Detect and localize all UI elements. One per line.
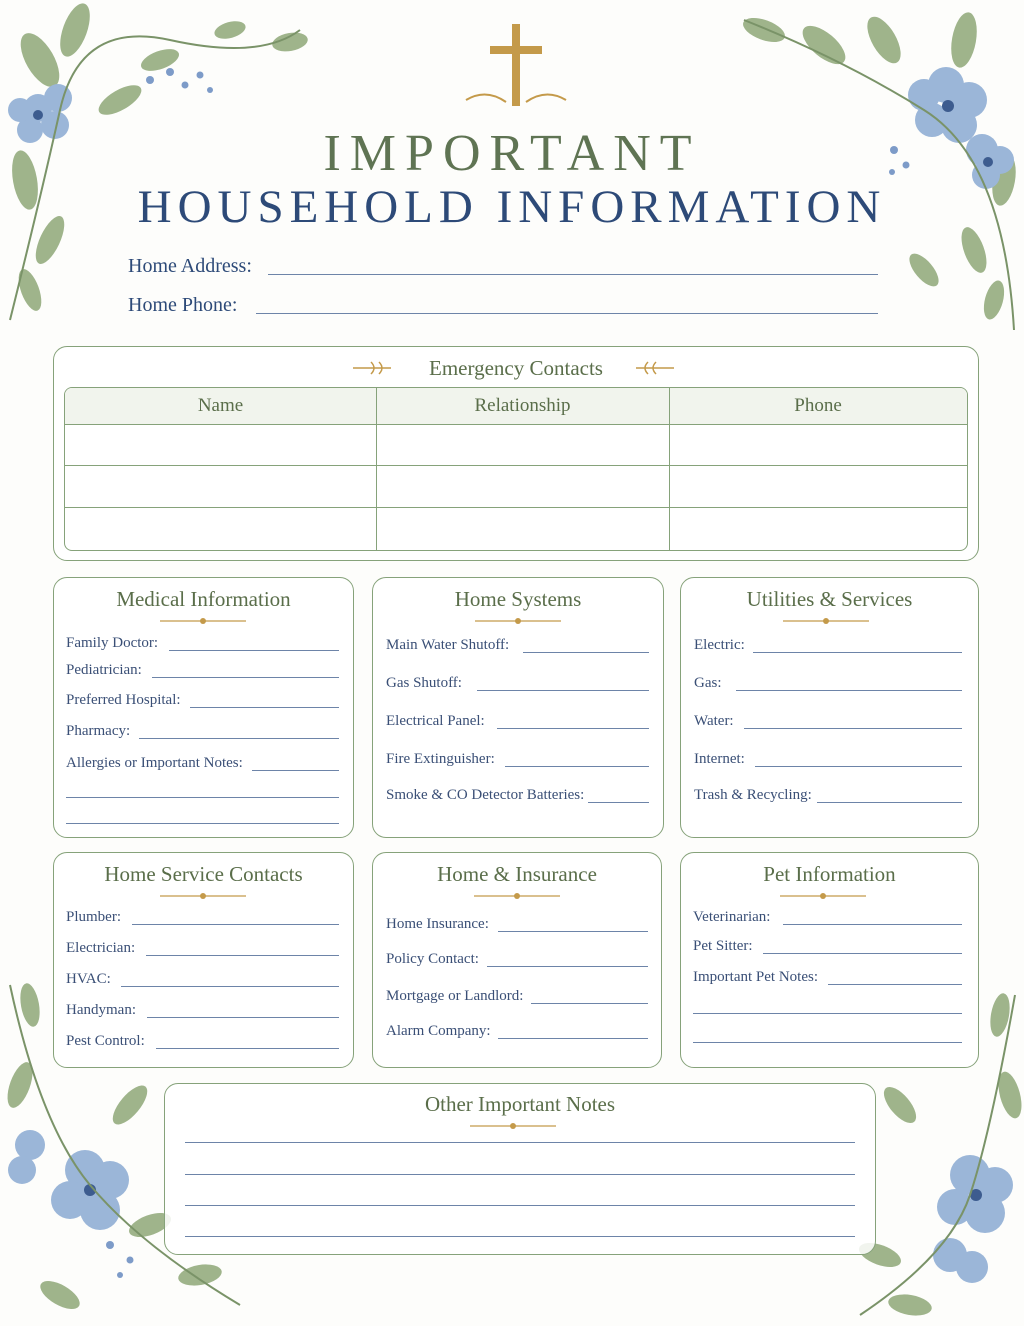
divider-ornament-icon (778, 891, 868, 901)
field-allergies-notes: Allergies or Important Notes: (66, 755, 243, 771)
field-veterinarian: Veterinarian: (693, 909, 771, 925)
hvac-line[interactable] (121, 986, 339, 987)
field-pharmacy: Pharmacy: (66, 723, 131, 739)
pest-control-line[interactable] (156, 1048, 339, 1049)
emergency-contacts-title: Emergency Contacts (429, 356, 603, 380)
column-header-relationship: Relationship (474, 395, 571, 416)
column-divider (376, 388, 377, 550)
electric-line[interactable] (753, 652, 962, 653)
notes-line[interactable] (185, 1174, 855, 1175)
veterinarian-line[interactable] (783, 924, 962, 925)
field-pediatrician: Pediatrician: (66, 662, 142, 678)
other-notes-panel (164, 1083, 876, 1255)
home-insurance-panel (372, 852, 662, 1068)
home-address-label: Home Address: (128, 255, 252, 277)
home-insurance-title: Home & Insurance (437, 862, 597, 886)
field-mortgage-landlord: Mortgage or Landlord: (386, 988, 524, 1004)
field-handyman: Handyman: (66, 1002, 136, 1018)
medical-information-panel (53, 577, 354, 838)
mortgage-landlord-line[interactable] (531, 1003, 648, 1004)
divider-ornament-icon (472, 891, 562, 901)
field-internet: Internet: (694, 751, 745, 767)
field-pest-control: Pest Control: (66, 1033, 145, 1049)
field-pet-sitter: Pet Sitter: (693, 938, 753, 954)
field-gas: Gas: (694, 675, 722, 691)
pet-information-title: Pet Information (763, 862, 896, 886)
notes-line[interactable] (185, 1205, 855, 1206)
field-plumber: Plumber: (66, 909, 121, 925)
smoke-detector-line[interactable] (588, 802, 649, 803)
field-electric: Electric: (694, 637, 745, 653)
home-phone-line[interactable] (256, 313, 878, 314)
cross-icon (456, 22, 576, 112)
allergies-extra-line[interactable] (66, 823, 339, 824)
alarm-company-line[interactable] (498, 1038, 648, 1039)
electrical-panel-line[interactable] (497, 728, 649, 729)
family-doctor-line[interactable] (169, 650, 339, 651)
divider-ornament-icon (473, 616, 563, 626)
handyman-line[interactable] (147, 1017, 339, 1018)
home-service-contacts-title: Home Service Contacts (104, 862, 303, 886)
home-phone-label: Home Phone: (128, 294, 238, 316)
column-header-phone: Phone (794, 395, 842, 416)
pet-notes-extra-line[interactable] (693, 1013, 962, 1014)
main-water-shutoff-line[interactable] (523, 652, 649, 653)
field-gas-shutoff: Gas Shutoff: (386, 675, 462, 691)
field-main-water-shutoff: Main Water Shutoff: (386, 637, 510, 653)
field-hvac: HVAC: (66, 971, 111, 987)
page-title-line1: IMPORTANT (323, 125, 701, 182)
field-fire-extinguisher: Fire Extinguisher: (386, 751, 495, 767)
home-service-contacts-panel (53, 852, 354, 1068)
column-divider (669, 388, 670, 550)
fire-extinguisher-line[interactable] (505, 766, 649, 767)
pet-notes-line[interactable] (828, 984, 962, 985)
field-family-doctor: Family Doctor: (66, 635, 159, 651)
home-address-line[interactable] (268, 274, 878, 275)
row-divider (65, 465, 967, 466)
trash-recycling-line[interactable] (817, 802, 962, 803)
divider-ornament-icon (158, 891, 248, 901)
notes-line[interactable] (185, 1236, 855, 1237)
flourish-right-icon (632, 359, 676, 377)
divider-ornament-icon (468, 1121, 558, 1131)
home-insurance-line[interactable] (498, 931, 648, 932)
column-header-name: Name (197, 395, 244, 416)
pet-information-panel (680, 852, 979, 1068)
field-trash-recycling: Trash & Recycling: (694, 787, 812, 803)
utilities-services-title: Utilities & Services (746, 587, 913, 611)
preferred-hospital-line[interactable] (190, 707, 339, 708)
field-preferred-hospital: Preferred Hospital: (66, 692, 181, 708)
water-line[interactable] (744, 728, 962, 729)
utilities-services-panel (680, 577, 979, 838)
field-electrician: Electrician: (66, 940, 136, 956)
allergies-extra-line[interactable] (66, 797, 339, 798)
pet-notes-extra-line[interactable] (693, 1042, 962, 1043)
field-alarm-company: Alarm Company: (386, 1023, 491, 1039)
notes-line[interactable] (185, 1142, 855, 1143)
field-home-insurance: Home Insurance: (386, 916, 489, 932)
home-systems-title: Home Systems (454, 587, 582, 611)
home-systems-panel (372, 577, 664, 838)
pediatrician-line[interactable] (152, 677, 339, 678)
divider-ornament-icon (158, 616, 248, 626)
field-smoke-co-detector: Smoke & CO Detector Batteries: (386, 787, 585, 803)
field-electrical-panel: Electrical Panel: (386, 713, 485, 729)
divider-ornament-icon (781, 616, 871, 626)
emergency-contacts-table (64, 387, 968, 551)
pet-sitter-line[interactable] (763, 953, 962, 954)
field-important-pet-notes: Important Pet Notes: (693, 969, 818, 985)
gas-shutoff-line[interactable] (477, 690, 649, 691)
page-title-line2: HOUSEHOLD INFORMATION (137, 181, 887, 233)
pharmacy-line[interactable] (139, 738, 339, 739)
plumber-line[interactable] (132, 924, 339, 925)
row-divider (65, 507, 967, 508)
internet-line[interactable] (755, 766, 962, 767)
allergies-line[interactable] (252, 770, 339, 771)
medical-information-title: Medical Information (116, 587, 291, 611)
flourish-left-icon (351, 359, 395, 377)
policy-contact-line[interactable] (487, 966, 648, 967)
electrician-line[interactable] (146, 955, 339, 956)
field-water: Water: (694, 713, 734, 729)
field-policy-contact: Policy Contact: (386, 951, 479, 967)
other-notes-title: Other Important Notes (424, 1092, 616, 1116)
gas-line[interactable] (736, 690, 962, 691)
